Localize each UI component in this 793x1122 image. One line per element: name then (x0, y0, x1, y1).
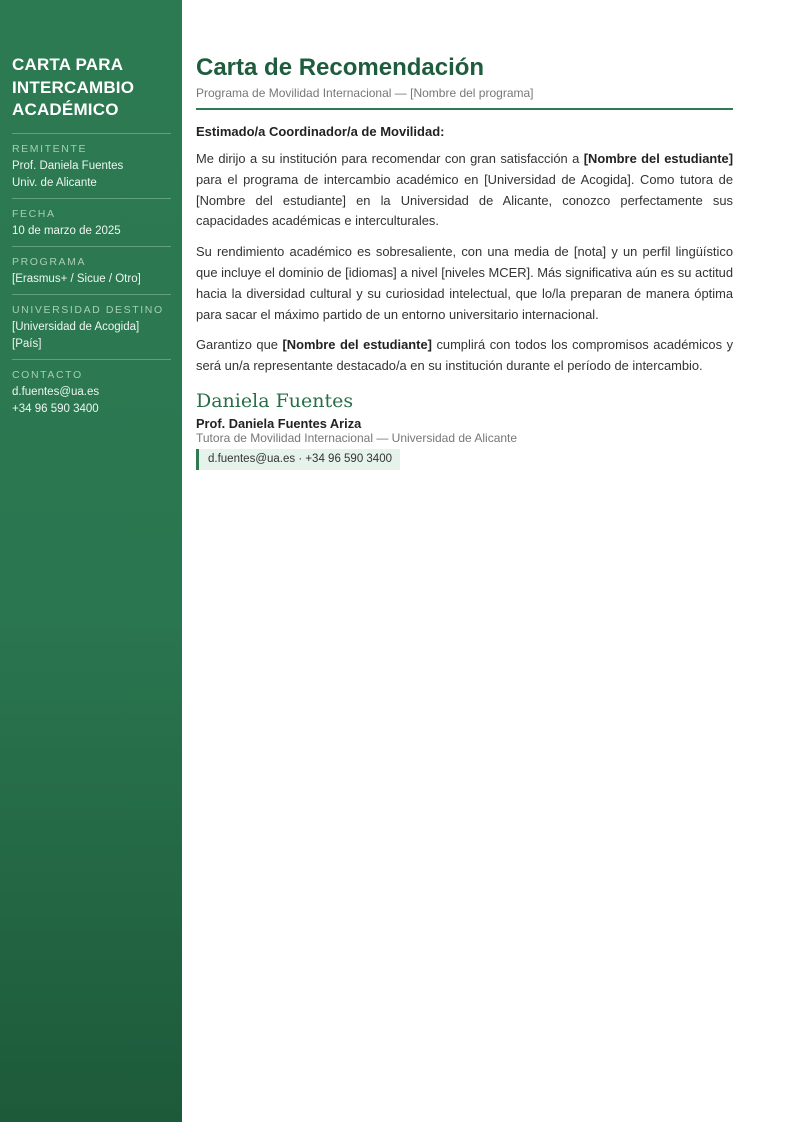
paragraph-1 (196, 149, 733, 232)
page-title: Carta de Recomendación (196, 54, 485, 81)
program-name: [Erasmus+ / Sicue / Otro] (12, 272, 141, 285)
sidebar-section-remitente (12, 133, 171, 198)
signer-contact: d.fuentes@ua.es · +34 96 590 3400 (196, 449, 400, 470)
sidebar-title-line: ACADÉMICO (12, 100, 119, 119)
sidebar-section-fecha (12, 198, 171, 246)
contact-email: d.fuentes@ua.es (12, 385, 100, 398)
text: para el programa de intercambio académico en [Universidad de Acogida]. Como tutora de [Nombre del estudiante] en la Universidad de Alicante, conozco perfectamente sus capacidades académicas e interculturales. (196, 171, 733, 229)
salutation: Estimado/a Coordinador/a de Movilidad: (196, 124, 445, 139)
page-subtitle: Programa de Movilidad Internacional — [Nombre del programa] (196, 86, 534, 100)
section-label: REMITENTE (12, 142, 88, 155)
sidebar-section-universidad-destino (12, 294, 171, 359)
host-country: [País] (12, 337, 42, 350)
section-label: FECHA (12, 207, 56, 220)
sidebar (0, 0, 182, 1122)
title-divider (196, 108, 733, 110)
text: cumplirá con todos los compromisos académicos y será un/a representante destacado/a en su institución durante el período de intercambio. (196, 337, 734, 374)
host-university: [Universidad de Acogida] (12, 320, 140, 333)
sidebar-title (12, 54, 171, 122)
signer-full-name: Prof. Daniela Fuentes Ariza (196, 415, 362, 431)
student-name-placeholder: [Nombre del estudiante] (583, 151, 733, 166)
text: Garantizo que (196, 337, 283, 353)
paragraph-2: Su rendimiento académico es sobresaliente, con una media de [nota] y un perfil lingüístico que incluye el dominio de [idiomas] a nivel [niveles MCER]. Más significativa aún es su actitud hacia la diversidad cultural y su curiosidad intelectual, que lo/la preparan de manera óptima para sacar el máximo partido de un entorno universitario internacional. (196, 244, 733, 322)
sidebar-title-line: INTERCAMBIO (12, 77, 135, 97)
sender-name: Prof. Daniela Fuentes (12, 159, 124, 172)
sender-university: Univ. de Alicante (12, 176, 97, 189)
paragraph-3 (196, 335, 733, 377)
section-label: PROGRAMA (12, 255, 87, 268)
sidebar-section-programa (12, 246, 171, 294)
signer-role: Tutora de Movilidad Internacional — Universidad de Alicante (196, 430, 518, 445)
section-label: UNIVERSIDAD DESTINO (12, 303, 164, 316)
section-label: CONTACTO (12, 368, 83, 381)
student-name-placeholder: [Nombre del estudiante] (282, 337, 432, 353)
sidebar-section-contacto (12, 359, 171, 424)
text: Me dirijo a su institución para recomendar con gran satisfacción a (196, 151, 584, 166)
letter-body (196, 54, 733, 470)
signature-script: Daniela Fuentes (196, 389, 354, 412)
letter-date: 10 de marzo de 2025 (12, 224, 121, 237)
contact-phone: +34 96 590 3400 (12, 402, 99, 415)
sidebar-title-line: CARTA PARA (12, 55, 124, 74)
